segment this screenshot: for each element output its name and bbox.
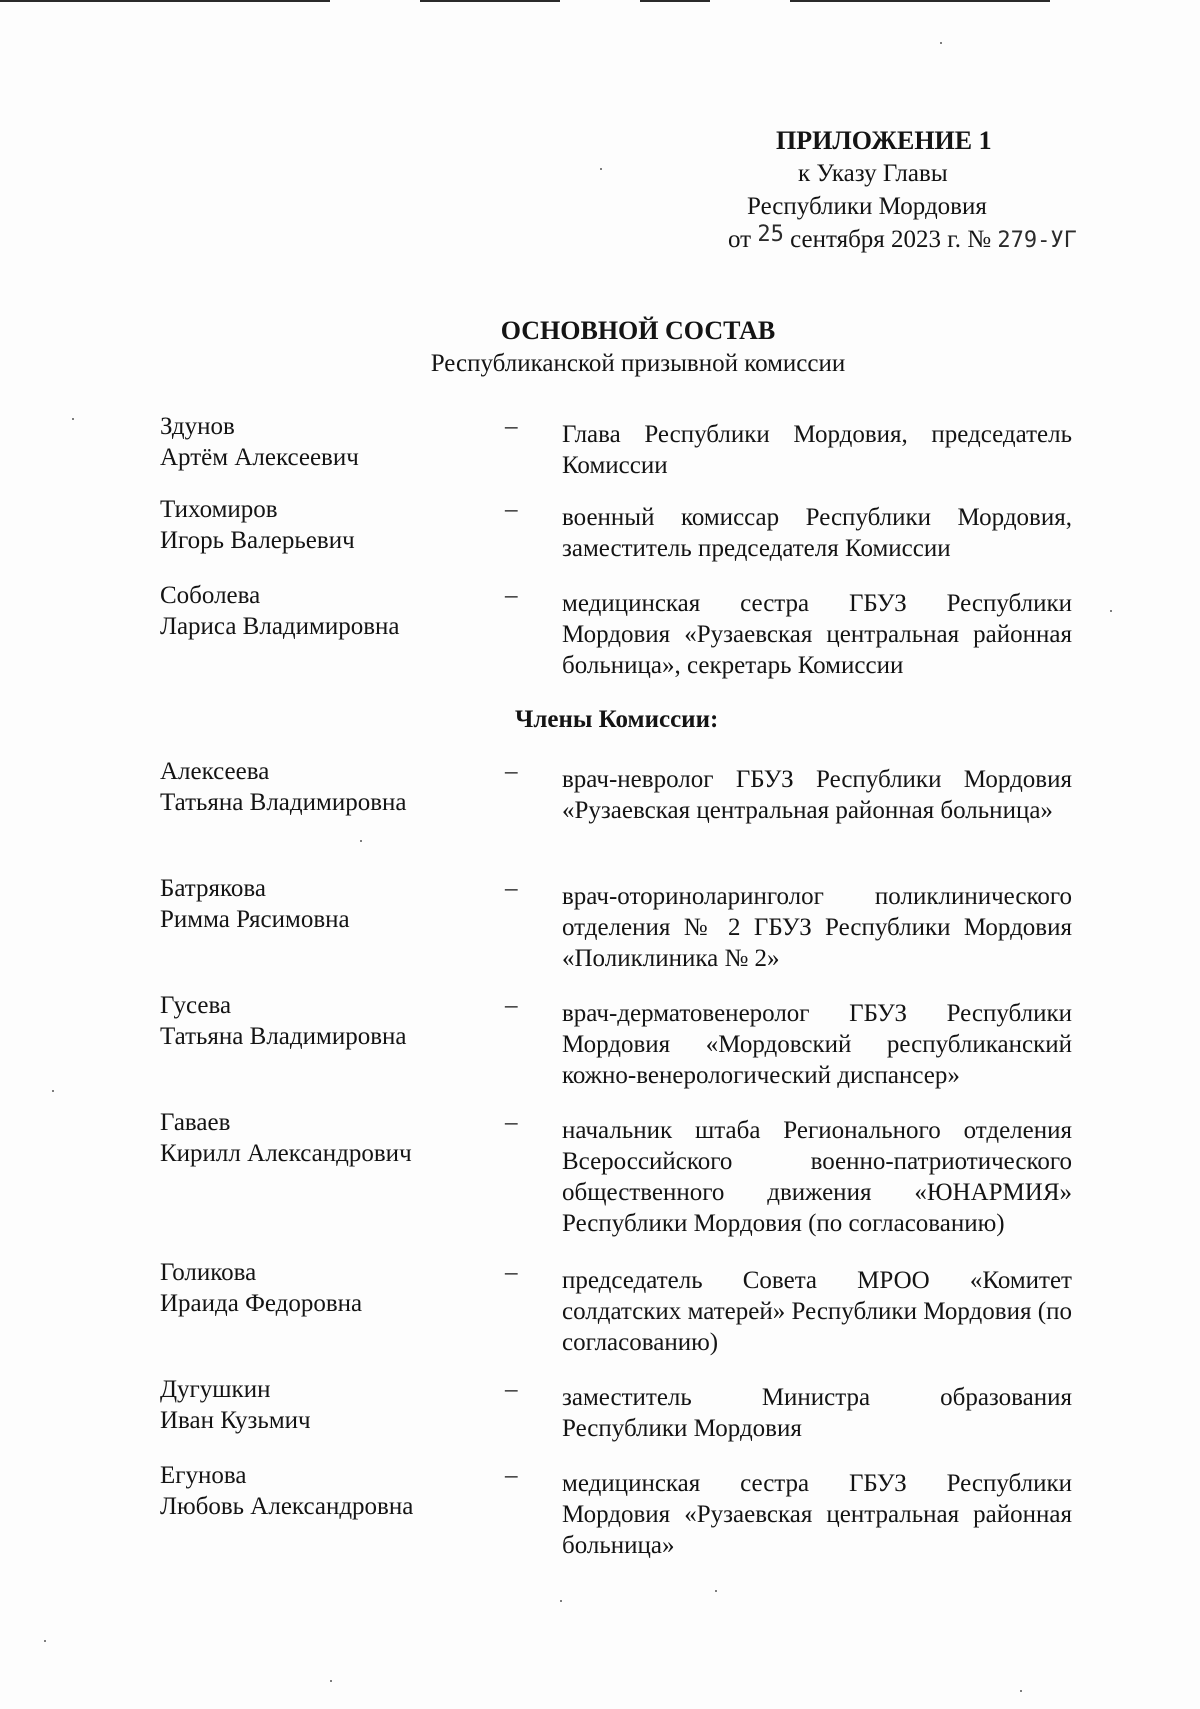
person-surname: Здунов bbox=[160, 413, 235, 440]
person-surname: Егунова bbox=[160, 1462, 247, 1489]
members-heading: Члены Комиссии: bbox=[515, 706, 719, 733]
scan-speck bbox=[52, 1090, 54, 1092]
person-name bbox=[160, 494, 480, 556]
document-title: ОСНОВНОЙ СОСТАВ bbox=[500, 316, 776, 345]
document-subtitle: Республиканской призывной комиссии bbox=[430, 350, 846, 377]
person-given-names: Татьяна Владимировна bbox=[160, 789, 407, 816]
person-role: Глава Республики Мордовия, председатель Комиссии bbox=[562, 421, 1072, 479]
person-given-names: Игорь Валерьевич bbox=[160, 527, 355, 554]
person-surname: Гаваев bbox=[160, 1109, 231, 1136]
person-surname: Голикова bbox=[160, 1259, 257, 1286]
person-name bbox=[160, 1257, 480, 1319]
person-name bbox=[160, 580, 480, 642]
person-name bbox=[160, 1460, 480, 1522]
scan-speck bbox=[560, 1600, 562, 1602]
person-surname: Гусева bbox=[160, 992, 232, 1019]
person-role: военный комиссар Республики Мордовия, заместитель председателя Комиссии bbox=[562, 504, 1072, 562]
person-given-names: Татьяна Владимировна bbox=[160, 1023, 407, 1050]
entry-dash: – bbox=[505, 992, 518, 1019]
person-role: заместитель Министра образования Республики Мордовия bbox=[562, 1384, 1072, 1442]
annex-decree-ref: к Указу Главы bbox=[798, 160, 948, 187]
person-role: председатель Совета МРОО «Комитет солдатских матерей» Республики Мордовия (по согласованию) bbox=[562, 1267, 1072, 1356]
person-role: медицинская сестра ГБУЗ Республики Мордовия «Рузаевская центральная районная больница» bbox=[562, 1470, 1072, 1559]
entry-dash: – bbox=[505, 1109, 518, 1136]
entry-dash: – bbox=[505, 875, 518, 902]
person-given-names: Иван Кузьмич bbox=[160, 1407, 311, 1434]
entry-dash: – bbox=[505, 758, 518, 785]
person-role: врач-оториноларинголог поликлинического отделения № 2 ГБУЗ Республики Мордовия «Поликлиника № 2» bbox=[562, 883, 1072, 972]
person-name bbox=[160, 1107, 480, 1169]
person-surname: Тихомиров bbox=[160, 496, 278, 523]
scan-speck bbox=[715, 1590, 717, 1592]
person-given-names: Лариса Владимировна bbox=[160, 613, 400, 640]
person-given-names: Любовь Александровна bbox=[160, 1493, 414, 1520]
person-surname: Батрякова bbox=[160, 875, 266, 902]
person-given-names: Ираида Федоровна bbox=[160, 1290, 363, 1317]
scan-speck bbox=[600, 168, 602, 170]
scan-speck bbox=[360, 840, 362, 842]
entry-dash: – bbox=[505, 582, 518, 609]
annex-date-day: 25 bbox=[757, 222, 784, 247]
person-role: врач-дерматовенеролог ГБУЗ Республики Мордовия «Мордовский республиканский кожно-венерологический диспансер» bbox=[562, 1000, 1072, 1089]
scan-speck bbox=[72, 418, 74, 420]
person-name bbox=[160, 1374, 480, 1436]
person-surname: Алексеева bbox=[160, 758, 270, 785]
annex-date-prefix: от bbox=[728, 226, 752, 253]
scan-speck bbox=[330, 1680, 332, 1682]
person-given-names: Артём Алексеевич bbox=[160, 444, 359, 471]
person-given-names: Римма Рясимовна bbox=[160, 906, 350, 933]
scan-speck bbox=[1020, 1690, 1022, 1692]
entry-dash: – bbox=[505, 413, 518, 440]
scan-speck bbox=[1110, 610, 1112, 612]
person-surname: Дугушкин bbox=[160, 1376, 271, 1403]
scan-edge-line bbox=[420, 0, 560, 2]
person-name bbox=[160, 411, 480, 473]
person-given-names: Кирилл Александрович bbox=[160, 1140, 412, 1167]
entry-dash: – bbox=[505, 496, 518, 523]
person-name bbox=[160, 873, 480, 935]
entry-dash: – bbox=[505, 1376, 518, 1403]
person-surname: Соболева bbox=[160, 582, 261, 609]
entry-dash: – bbox=[505, 1462, 518, 1489]
annex-region: Республики Мордовия bbox=[747, 193, 987, 220]
annex-title: ПРИЛОЖЕНИЕ 1 bbox=[776, 126, 992, 155]
annex-date-rest: сентября 2023 г. № bbox=[790, 226, 992, 253]
person-role: врач-невролог ГБУЗ Республики Мордовия «Рузаевская центральная районная больница» bbox=[562, 766, 1072, 824]
person-name bbox=[160, 990, 480, 1052]
scan-speck bbox=[940, 42, 942, 44]
person-role: медицинская сестра ГБУЗ Республики Мордовия «Рузаевская центральная районная больница», секретарь Комиссии bbox=[562, 590, 1072, 679]
scan-edge-line bbox=[640, 0, 710, 2]
scan-edge-line bbox=[0, 0, 330, 2]
scan-edge-line bbox=[790, 0, 1050, 2]
person-name bbox=[160, 756, 480, 818]
person-role: начальник штаба Регионального отделения Всероссийского военно-патриотического общественного движения «ЮНАРМИЯ» Республики Мордовия (по согласованию) bbox=[562, 1117, 1072, 1237]
scan-speck bbox=[44, 1640, 46, 1642]
annex-date-line bbox=[728, 223, 1077, 257]
annex-decree-number: 279-УГ bbox=[997, 228, 1077, 253]
entry-dash: – bbox=[505, 1259, 518, 1286]
